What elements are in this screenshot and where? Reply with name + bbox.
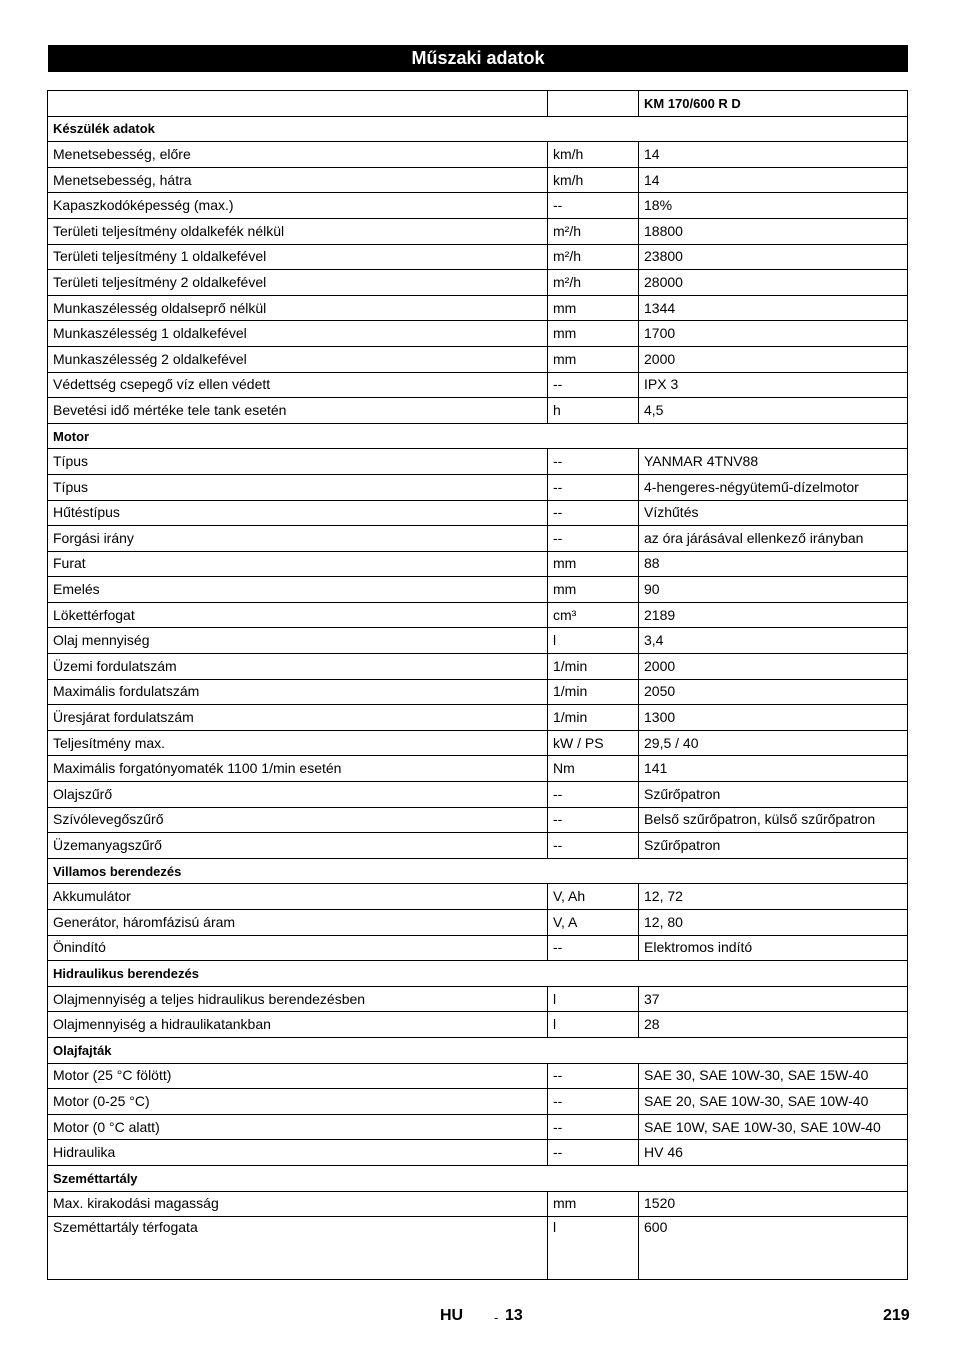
section-heading: Hidraulikus berendezés [48,961,908,987]
table-row [48,500,908,526]
row-label: Hűtéstípus [48,500,548,526]
row-label: Kapaszkodóképesség (max.) [48,193,548,219]
table-row [48,372,908,398]
row-value: Elektromos indító [639,935,908,961]
row-label: Teljesítmény max. [48,730,548,756]
model-header: KM 170/600 R D [639,91,908,117]
row-label: Üzemanyagszűrő [48,833,548,859]
header-unit-cell [548,91,639,117]
row-value: 23800 [639,244,908,270]
table-row [48,884,908,910]
row-unit: 1/min [548,679,639,705]
row-unit: -- [548,449,639,475]
table-row [48,346,908,372]
row-value: YANMAR 4TNV88 [639,449,908,475]
row-value: 2000 [639,654,908,680]
table-row [48,193,908,219]
row-label: Emelés [48,577,548,603]
section-row [48,1037,908,1063]
footer-language: HU [440,1307,464,1324]
row-unit: mm [548,321,639,347]
row-label: Üresjárat fordulatszám [48,705,548,731]
row-unit: -- [548,1140,639,1166]
row-unit: mm [548,295,639,321]
row-value: SAE 30, SAE 10W-30, SAE 15W-40 [639,1063,908,1089]
table-row [48,1217,908,1280]
row-value: 29,5 / 40 [639,730,908,756]
row-unit: 1/min [548,654,639,680]
row-value: 14 [639,167,908,193]
row-value: 12, 80 [639,910,908,936]
row-label: Max. kirakodási magasság [48,1191,548,1217]
table-row [48,1012,908,1038]
row-value: 1300 [639,705,908,731]
row-label: Típus [48,449,548,475]
table-row [48,1140,908,1166]
section-heading: Olajfajták [48,1037,908,1063]
row-label: Munkaszélesség 1 oldalkefével [48,321,548,347]
row-value: 1700 [639,321,908,347]
table-row [48,1191,908,1217]
row-unit: m²/h [548,218,639,244]
row-label: Motor (25 °C fölött) [48,1063,548,1089]
row-value: 28 [639,1012,908,1038]
row-label: Típus [48,474,548,500]
row-unit: -- [548,935,639,961]
row-unit: mm [548,577,639,603]
row-label: Motor (0 °C alatt) [48,1114,548,1140]
technical-data-table [47,90,908,1280]
table-row [48,577,908,603]
table-row [48,1114,908,1140]
row-label: Furat [48,551,548,577]
row-label: Bevetési idő mértéke tele tank esetén [48,398,548,424]
row-unit: cm³ [548,602,639,628]
table-row [48,986,908,1012]
row-value: 90 [639,577,908,603]
table-row [48,1089,908,1115]
row-label: Védettség csepegő víz ellen védett [48,372,548,398]
section-heading: Készülék adatok [48,116,908,142]
section-row [48,1165,908,1191]
row-unit: 1/min [548,705,639,731]
row-unit: h [548,398,639,424]
row-unit: km/h [548,167,639,193]
row-unit: m²/h [548,244,639,270]
table-row [48,526,908,552]
row-label: Olajmennyiség a hidraulikatankban [48,1012,548,1038]
row-unit: -- [548,372,639,398]
row-value: 18% [639,193,908,219]
row-unit: -- [548,526,639,552]
row-unit: V, A [548,910,639,936]
section-row [48,116,908,142]
row-label: Üzemi fordulatszám [48,654,548,680]
row-unit: Nm [548,756,639,782]
row-unit: -- [548,474,639,500]
row-value: 88 [639,551,908,577]
row-label: Forgási irány [48,526,548,552]
table-header-row [48,91,908,117]
row-value: Szűrőpatron [639,833,908,859]
page-title: Műszaki adatok [48,45,908,72]
row-unit: -- [548,833,639,859]
row-unit: V, Ah [548,884,639,910]
row-label: Lökettérfogat [48,602,548,628]
row-value: 141 [639,756,908,782]
row-value: 12, 72 [639,884,908,910]
row-unit: -- [548,782,639,808]
row-value: 2050 [639,679,908,705]
row-value: 3,4 [639,628,908,654]
row-label: Motor (0-25 °C) [48,1089,548,1115]
row-value: 4,5 [639,398,908,424]
row-label: Menetsebesség, előre [48,142,548,168]
row-unit: mm [548,551,639,577]
section-row [48,423,908,449]
header-label-cell [48,91,548,117]
row-value: 600 [639,1217,908,1280]
table-row [48,218,908,244]
section-heading: Villamos berendezés [48,858,908,884]
section-heading: Szeméttartály [48,1165,908,1191]
row-value: Szűrőpatron [639,782,908,808]
row-unit: -- [548,193,639,219]
row-label: Munkaszélesség 2 oldalkefével [48,346,548,372]
row-value: 1520 [639,1191,908,1217]
table-row [48,602,908,628]
technical-data-body [48,91,908,1280]
row-value: 14 [639,142,908,168]
table-row [48,295,908,321]
row-value: 2000 [639,346,908,372]
table-row [48,551,908,577]
row-label: Hidraulika [48,1140,548,1166]
table-row [48,679,908,705]
row-unit: -- [548,1114,639,1140]
row-value: Vízhűtés [639,500,908,526]
row-label: Területi teljesítmény 2 oldalkefével [48,270,548,296]
table-row [48,270,908,296]
table-row [48,833,908,859]
row-label: Önindító [48,935,548,961]
row-unit: l [548,1217,639,1280]
table-row [48,807,908,833]
row-value: 18800 [639,218,908,244]
row-value: HV 46 [639,1140,908,1166]
table-row [48,654,908,680]
row-label: Olajmennyiség a teljes hidraulikus berendezésben [48,986,548,1012]
row-label: Szeméttartály térfogata [48,1217,548,1280]
row-unit: mm [548,346,639,372]
footer-page-number: 219 [883,1307,910,1324]
row-value: 1344 [639,295,908,321]
row-label: Maximális fordulatszám [48,679,548,705]
row-unit: -- [548,807,639,833]
row-unit: -- [548,1063,639,1089]
table-row [48,449,908,475]
row-unit: l [548,986,639,1012]
row-label: Generátor, háromfázisú áram [48,910,548,936]
table-row [48,398,908,424]
table-row [48,474,908,500]
row-value: 2189 [639,602,908,628]
row-label: Területi teljesítmény 1 oldalkefével [48,244,548,270]
row-label: Menetsebesség, hátra [48,167,548,193]
row-value: az óra járásával ellenkező irányban [639,526,908,552]
section-row [48,961,908,987]
table-row [48,782,908,808]
row-label: Olaj mennyiség [48,628,548,654]
table-row [48,321,908,347]
table-row [48,705,908,731]
footer-dash: - [494,1310,499,1325]
footer-section-page: 13 [505,1307,523,1324]
row-value: 37 [639,986,908,1012]
table-row [48,1063,908,1089]
row-label: Munkaszélesség oldalseprő nélkül [48,295,548,321]
row-label: Maximális forgatónyomaték 1100 1/min esetén [48,756,548,782]
row-value: 28000 [639,270,908,296]
row-value: Belső szűrőpatron, külső szűrőpatron [639,807,908,833]
table-row [48,730,908,756]
row-unit: l [548,1012,639,1038]
row-value: IPX 3 [639,372,908,398]
row-label: Olajszűrő [48,782,548,808]
table-row [48,910,908,936]
row-unit: -- [548,1089,639,1115]
table-row [48,142,908,168]
table-row [48,756,908,782]
section-row [48,858,908,884]
table-row [48,167,908,193]
row-unit: km/h [548,142,639,168]
row-unit: l [548,628,639,654]
row-unit: -- [548,500,639,526]
row-label: Akkumulátor [48,884,548,910]
row-unit: kW / PS [548,730,639,756]
section-heading: Motor [48,423,908,449]
row-value: SAE 10W, SAE 10W-30, SAE 10W-40 [639,1114,908,1140]
row-value: 4-hengeres-négyütemű-dízelmotor [639,474,908,500]
row-label: Területi teljesítmény oldalkefék nélkül [48,218,548,244]
table-row [48,244,908,270]
row-label: Szívólevegőszűrő [48,807,548,833]
row-unit: mm [548,1191,639,1217]
table-row [48,935,908,961]
table-row [48,628,908,654]
row-value: SAE 20, SAE 10W-30, SAE 10W-40 [639,1089,908,1115]
row-unit: m²/h [548,270,639,296]
